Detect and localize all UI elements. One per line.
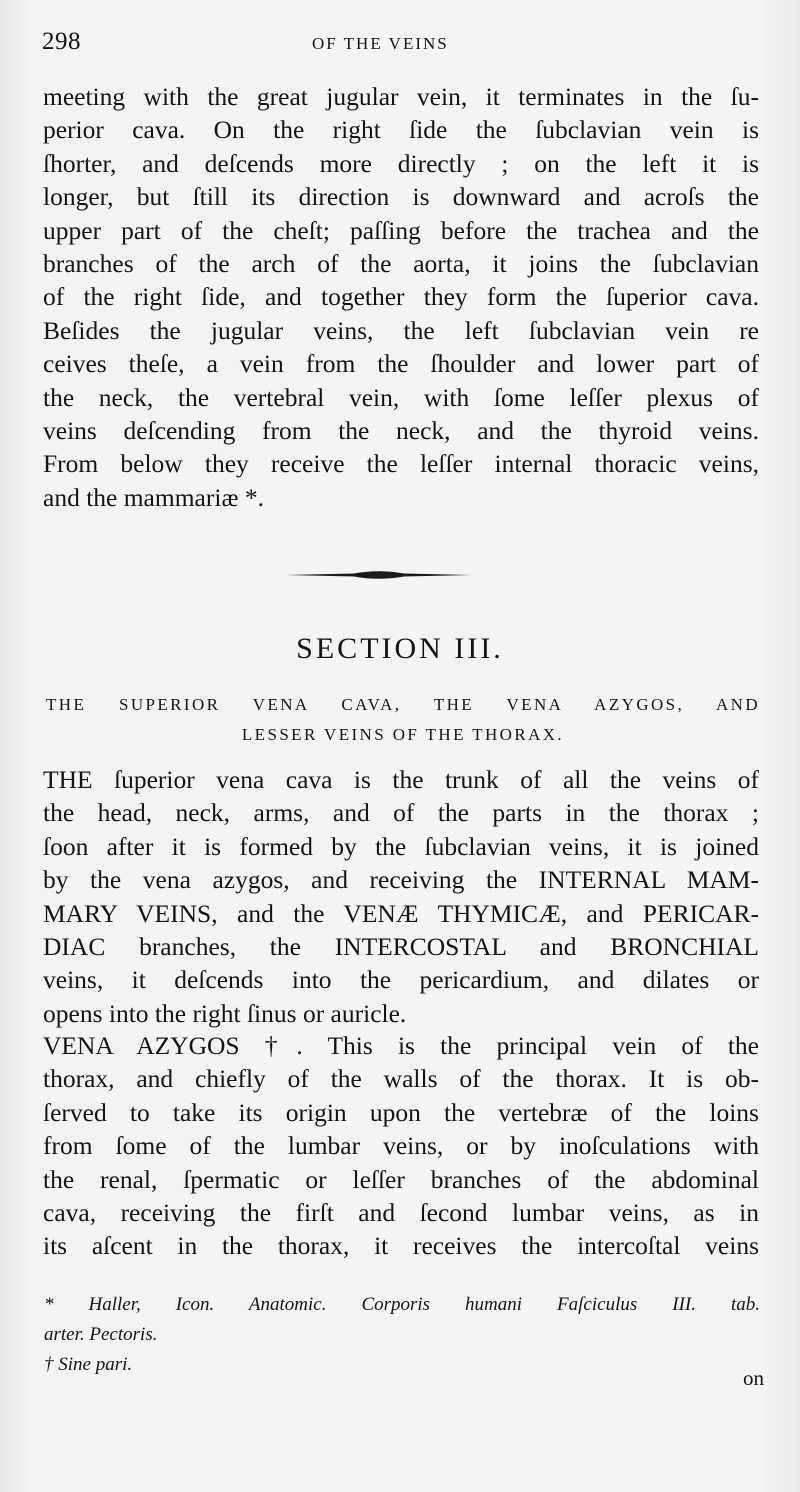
text-line: perior cava. On the right ſide the ſubclavian vein is	[43, 115, 759, 145]
text-line: ſhorter, and deſcends more directly ; on the left it is	[43, 148, 759, 178]
subtitle-line: THE SUPERIOR VENA CAVA, THE VENA AZYGOS, AND	[46, 695, 760, 714]
text-line: ſerved to take its origin upon the vertebræ of the loins	[43, 1097, 759, 1127]
text-line: its aſcent in the thorax, it receives the intercoſtal veins	[43, 1231, 759, 1261]
paragraph-1	[43, 80, 759, 514]
footnote-line: * Haller, Icon. Anatomic. Corporis humani Faſciculus III. tab.	[44, 1294, 760, 1315]
text-line: by the vena azygos, and receiving the INTERNAL MAM-	[43, 865, 759, 895]
text-line: and the mammariæ *.	[43, 482, 264, 512]
catchword: on	[743, 1366, 764, 1390]
text-line: the head, neck, arms, and of the parts in the thorax ;	[43, 798, 759, 828]
text-line: veins deſcending from the neck, and the thyroid veins.	[43, 416, 759, 446]
text-line: ceives theſe, a vein from the ſhoulder and lower part of	[43, 349, 759, 379]
page-header	[42, 28, 760, 62]
paragraph-2	[43, 763, 759, 1030]
text-line: of the right ſide, and together they form the ſuperior cava.	[43, 282, 759, 312]
section-title: SECTION III.	[296, 632, 504, 665]
paragraph-3	[43, 1029, 759, 1263]
text-line: veins, it deſcends into the pericardium, and dilates or	[43, 965, 759, 995]
text-line: the neck, the vertebral vein, with ſome leſſer plexus of	[43, 382, 759, 412]
text-line: the renal, ſpermatic or leſſer branches of the abdominal	[43, 1164, 759, 1194]
text-line: VENA AZYGOS †. This is the principal vein of the	[43, 1031, 759, 1060]
text-line: opens into the right ſinus or auricle.	[43, 998, 407, 1028]
text-line: THE ſuperior vena cava is the trunk of all the veins of	[43, 765, 759, 794]
text-line: MARY VEINS, and the VENÆ THYMICÆ, and PERICAR-	[43, 898, 759, 928]
text-line: cava, receiving the firſt and ſecond lumbar veins, as in	[43, 1198, 759, 1228]
text-line: DIAC branches, the INTERCOSTAL and BRONCHIAL	[43, 932, 759, 962]
text-line: From below they receive the leſſer internal thoracic veins,	[43, 449, 759, 479]
page-number: 298	[42, 28, 81, 55]
footnote-line: arter. Pectoris.	[44, 1324, 158, 1345]
section-subtitle	[46, 690, 760, 750]
footnote-line: † Sine pari.	[44, 1354, 133, 1375]
text-line: branches of the arch of the aorta, it joins the ſubclavian	[43, 249, 759, 279]
footnotes	[44, 1290, 760, 1380]
section-divider-rule	[284, 566, 474, 584]
text-line: from ſome of the lumbar veins, or by inoſculations with	[43, 1131, 759, 1161]
text-line: longer, but ſtill its direction is downward and acroſs the	[43, 182, 759, 212]
running-head: OF THE VEINS	[312, 34, 449, 53]
text-line: upper part of the cheſt; paſſing before the trachea and the	[43, 215, 759, 245]
text-line: ſoon after it is formed by the ſubclavian veins, it is joined	[43, 831, 759, 861]
text-line: Beſides the jugular veins, the left ſubclavian vein re	[43, 315, 759, 345]
text-line: meeting with the great jugular vein, it terminates in the ſu-	[43, 82, 759, 111]
subtitle-line: LESSER VEINS OF THE THORAX.	[241, 725, 565, 744]
text-line: thorax, and chiefly of the walls of the thorax. It is ob-	[43, 1064, 759, 1094]
